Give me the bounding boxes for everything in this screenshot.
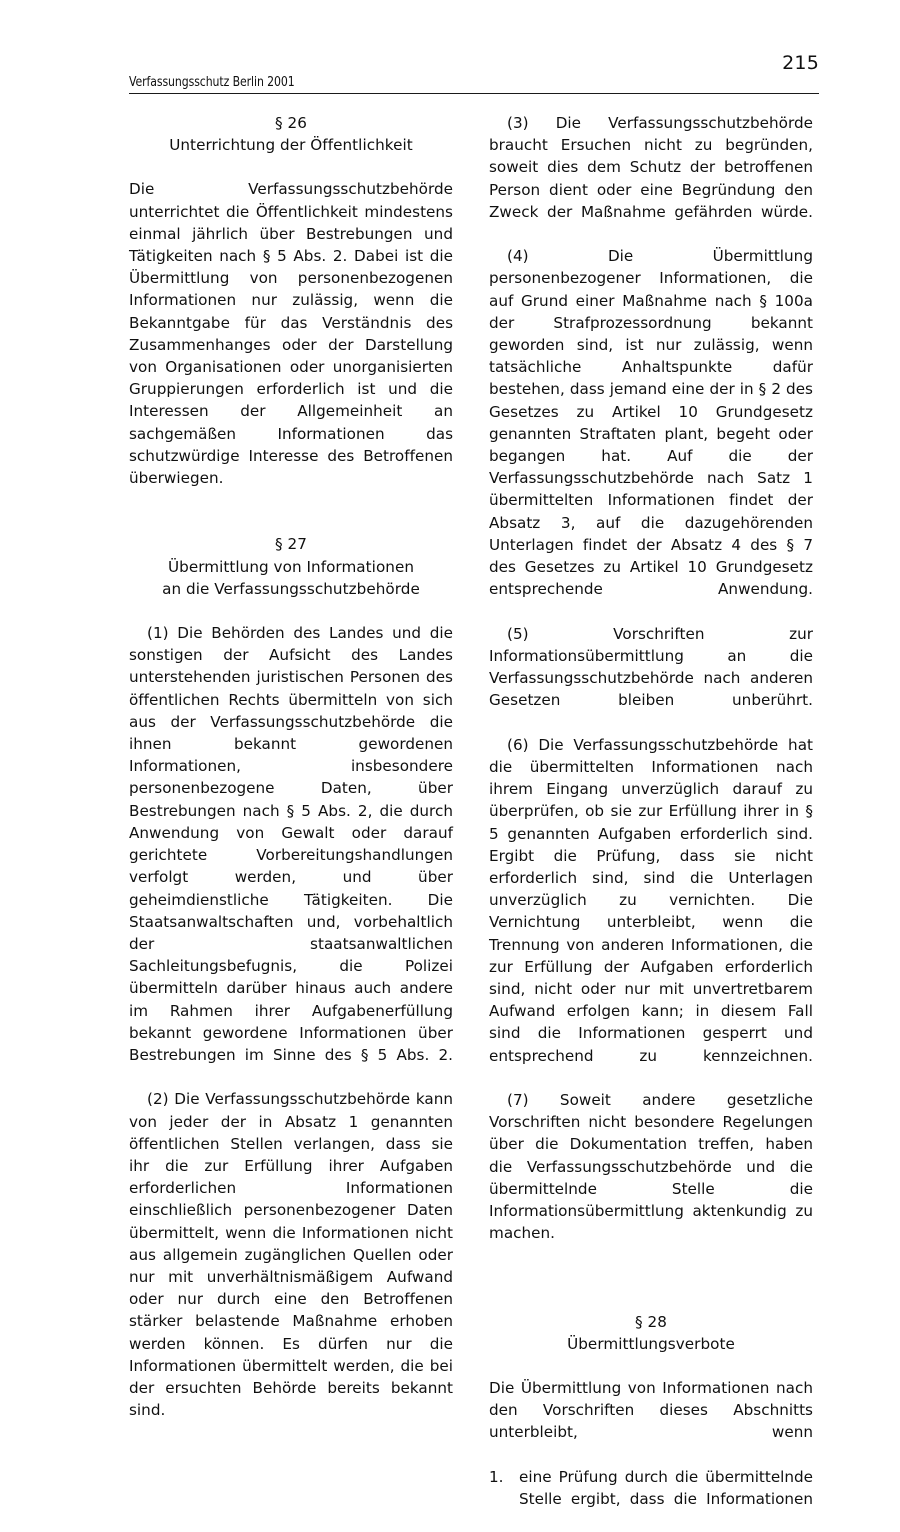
section-title-28: Übermittlungsverbote xyxy=(567,1334,735,1353)
list-item-text: eine Prüfung durch die übermittelnde Stelle ergibt, dass die Informationen xyxy=(519,1467,813,1508)
paragraph-s27-3: (3) Die Verfassungsschutzbehörde braucht Ersuchen nicht zu begründen, soweit dies dem Schutz der betroffenen Person dient oder eine Begründung den Zweck der Maßnahme gefährden würde. xyxy=(489,114,813,221)
paragraph-s27-1: (1) Die Behörden des Landes und die sonstigen der Aufsicht des Landes unterstehenden juristischen Personen des öffentlichen Rechts übermitteln von sich aus der Verfassungsschutzbehörde die ihnen bekannt gewordenen Informationen, insbesondere personenbezogene Daten, über Bestrebungen nach § 5 Abs. 2, die durch Anwendung von Gewalt oder darauf gerichtete Vorbereitungshandlungen verfolgt werden, und über geheimdienstliche Tätigkeiten. Die Staatsanwaltschaften und, vorbehaltlich der staatsanwaltlichen Sachleitungsbefugnis, die Polizei übermitteln darüber hinaus auch andere im Rahmen ihrer Aufgabenerfüllung bekannt gewordene Informationen über Bestrebungen im Sinne des § 5 Abs. 2. xyxy=(129,624,453,1064)
paragraph-s26-body: Die Verfassungsschutzbehörde unterrichtet die Öffentlichkeit mindestens einmal jährlich über Bestrebungen und Tätigkeiten nach § 5 Abs. 2. Dabei ist die Übermittlung von personenbezogenen Informationen nur zulässig, wenn die Bekanntgabe für das Verständnis des Zusammenhanges oder der Darstellung von Organisationen oder unorganisierten Gruppierungen erforderlich ist und die Interessen der Allgemeinheit an sachgemäßen Informationen das schutzwürdige Interesse des Betroffenen überwiegen. xyxy=(129,180,453,488)
paragraph-s27-5: (5) Vorschriften zur Informationsübermittlung an die Verfassungsschutzbehörde nach anderen Gesetzen bleiben unberührt. xyxy=(489,624,813,710)
list-item xyxy=(489,1466,813,1532)
section-heading-27 xyxy=(129,533,453,600)
spacer xyxy=(129,511,453,533)
section-number-27: § 27 xyxy=(275,535,307,554)
running-title: Verfassungsschutz Berlin 2001 xyxy=(129,74,295,90)
spacer xyxy=(129,600,453,622)
paragraph-s28-intro: Die Übermittlung von Informationen nach den Vorschriften dieses Abschnitts unterbleibt, wenn xyxy=(489,1378,813,1442)
paragraph-s27-4: (4) Die Übermittlung personenbezogener Informationen, die auf Grund einer Maßnahme nach § 100a der Strafprozessordnung bekannt geworden sind, ist nur zulässig, wenn tatsächliche Anhaltspunkte dafür bestehen, dass jemand eine der in § 2 des Gesetzes zu Artikel 10 Grundgesetz genannten Straftaten plant, begeht oder begangen hat. Auf die der Verfassungsschutzbehörde nach Satz 1 übermittelten Informationen findet der Absatz 3, auf die dazugehörenden Unterlagen findet der Absatz 4 des § 7 des Gesetzes zu Artikel 10 Grundgesetz entsprechende Anwendung. xyxy=(489,247,813,599)
list-item-marker: 1. xyxy=(489,1467,504,1486)
section-title-27-line1: Übermittlung von Informationen xyxy=(167,557,415,576)
paragraph-s27-2: (2) Die Verfassungsschutzbehörde kann von jeder der in Absatz 1 genannten öffentlichen Stellen verlangen, dass sie ihr die zur Erfüllung ihrer Aufgaben erforderlichen Informationen einschließlich personenbezogener Daten übermittelt, wenn die Informationen nicht aus allgemein zugänglichen Quellen oder nur mit unverhältnismäßigem Aufwand oder nur durch eine den Betroffenen stärker belastende Maßnahme erhoben werden können. Es dürfen nur die Informationen übermittelt werden, die bei der ersuchten Behörde bereits bekannt sind. xyxy=(129,1090,453,1420)
section-heading-28 xyxy=(489,1311,813,1355)
spacer xyxy=(489,1267,813,1311)
section-title-26: Unterrichtung der Öffentlichkeit xyxy=(169,136,413,155)
section-title-27-line2: an die Verfassungsschutzbehörde xyxy=(162,579,420,598)
header-rule xyxy=(129,93,819,94)
page-number: 215 xyxy=(782,52,819,74)
paragraph-s27-6: (6) Die Verfassungsschutzbehörde hat die übermittelten Informationen nach ihrem Eingang unverzüglich darauf zu überprüfen, ob sie zur Erfüllung ihrer in § 5 genannten Aufgaben erforderlich sind. Ergibt die Prüfung, dass sie nicht erforderlich sind, sind die Unterlagen unverzüglich zu vernichten. Die Vernichtung unterbleibt, wenn die Trennung von anderen Informationen, die zur Erfüllung der Aufgaben erforderlich sind, nicht oder nur mit unvertretbarem Aufwand erfolgen kann; in diesem Fall sind die Informationen gesperrt und entsprechend zu kennzeichnen. xyxy=(489,735,813,1065)
section-number-28: § 28 xyxy=(635,1312,667,1331)
paragraph-s27-7: (7) Soweit andere gesetzliche Vorschriften nicht besondere Regelungen über die Dokumentation treffen, haben die Verfassungsschutzbehörde und die übermittelnde Stelle die Informationsübermittlung aktenkundig zu machen. xyxy=(489,1090,813,1243)
body-columns xyxy=(129,112,819,1508)
spacer xyxy=(489,1355,813,1377)
spacer xyxy=(129,156,453,178)
section-number-26: § 26 xyxy=(275,114,307,132)
left-column xyxy=(129,112,453,1444)
section-heading-26 xyxy=(129,112,453,156)
right-column xyxy=(489,112,813,1532)
